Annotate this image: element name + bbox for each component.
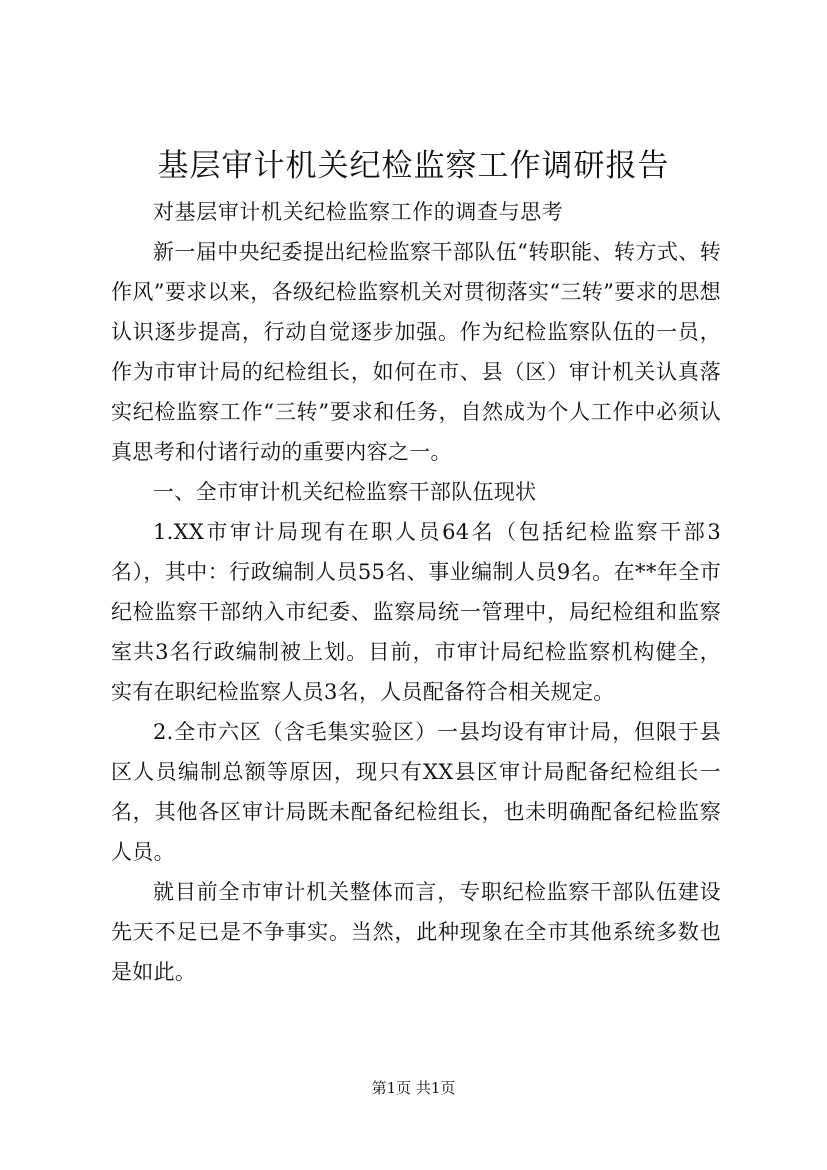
paragraph-item-2: 2.全市六区（含毛集实验区）一县均设有审计局，但限于县区人员编制总额等原因，现只有XX县区审计局配备纪检组长一名，其他各区审计局既未配备纪检组长，也未明确配备纪检监察人员。	[111, 720, 721, 864]
document-subtitle: 对基层审计机关纪检监察工作的调查与思考	[153, 200, 564, 224]
paragraph-item-1: 1.XX市审计局现有在职人员64名（包括纪检监察干部3名），其中：行政编制人员55名、事业编制人员9名。在**年全市纪检监察干部纳入市纪委、监察局统一管理中，局纪检组和监察室共3名行政编制被上划。目前，市审计局纪检监察机构健全，实有在职纪检监察人员3名，人员配备符合相关规定。	[111, 520, 721, 704]
page-footer: 第1页 共1页	[371, 1079, 456, 1097]
paragraph-summary: 就目前全市审计机关整体而言，专职纪检监察干部队伍建设先天不足已是不争事实。当然，此种现象在全市其他系统多数也是如此。	[111, 880, 721, 984]
document-title: 基层审计机关纪检监察工作调研报告	[157, 148, 670, 184]
section-heading-1: 一、全市审计机关纪检监察干部队伍现状	[153, 480, 537, 504]
document-body	[111, 192, 721, 992]
paragraph-intro: 新一届中央纪委提出纪检监察干部队伍“转职能、转方式、转作风”要求以来，各级纪检监察机关对贯彻落实“三转”要求的思想认识逐步提高，行动自觉逐步加强。作为纪检监察队伍的一员，作为市审计局的纪检组长，如何在市、县（区）审计机关认真落实纪检监察工作“三转”要求和任务，自然成为个人工作中必须认真思考和付诸行动的重要内容之一。	[111, 240, 721, 464]
